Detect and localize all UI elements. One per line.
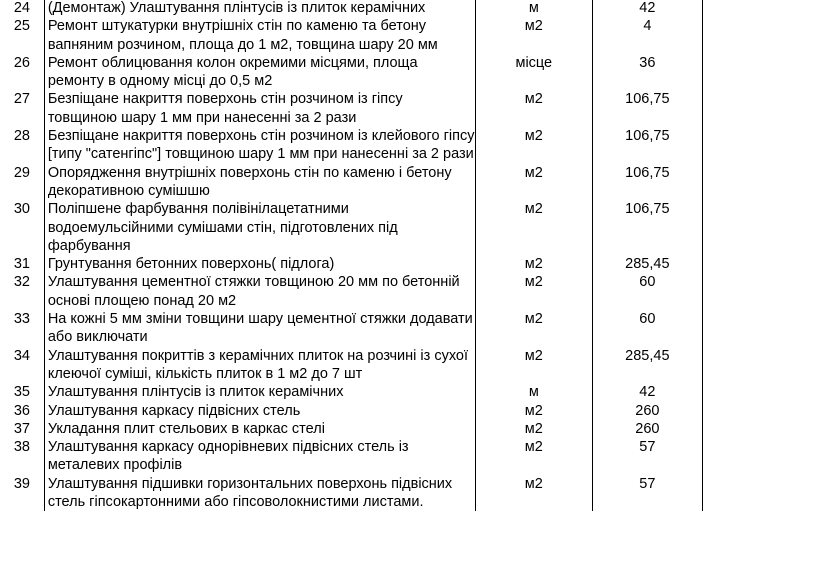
empty-cell — [703, 0, 816, 17]
work-description: Улаштування каркасу однорівневих підвісних стель із металевих профілів — [44, 438, 475, 475]
row-number: 26 — [0, 54, 44, 91]
quantity: 57 — [592, 438, 703, 475]
table-row — [0, 383, 816, 401]
table-row — [0, 475, 816, 512]
unit-of-measure: місце — [476, 54, 593, 91]
empty-cell — [703, 90, 816, 127]
work-description: (Демонтаж) Улаштування плінтусів із плиток керамічних — [44, 0, 475, 17]
work-description: Безпіщане накриття поверхонь стін розчином із гіпсу товщиною шару 1 мм при нанесенні за 2 рази — [44, 90, 475, 127]
empty-cell — [703, 310, 816, 347]
row-number: 24 — [0, 0, 44, 17]
unit-of-measure: м2 — [476, 438, 593, 475]
quantity: 260 — [592, 420, 703, 438]
empty-cell — [703, 383, 816, 401]
quantity: 106,75 — [592, 200, 703, 255]
row-number: 36 — [0, 402, 44, 420]
work-description: Безпіщане накриття поверхонь стін розчином із клейового гіпсу [типу "сатенгіпс"] товщиною шару 1 мм при нанесенні за 2 рази — [44, 127, 475, 164]
table-row — [0, 255, 816, 273]
work-description: Ремонт штукатурки внутрішніх стін по каменю та бетону вапняним розчином, площа до 1 м2, товщина шару 20 мм — [44, 17, 475, 54]
table-row — [0, 90, 816, 127]
unit-of-measure: м2 — [476, 273, 593, 310]
quantity: 106,75 — [592, 90, 703, 127]
empty-cell — [703, 420, 816, 438]
row-number: 31 — [0, 255, 44, 273]
work-description: Ремонт облицювання колон окремими місцями, площа ремонту в одному місці до 0,5 м2 — [44, 54, 475, 91]
unit-of-measure: м2 — [476, 347, 593, 384]
empty-cell — [703, 127, 816, 164]
table-row — [0, 200, 816, 255]
empty-cell — [703, 475, 816, 512]
quantity: 60 — [592, 273, 703, 310]
row-number: 35 — [0, 383, 44, 401]
empty-cell — [703, 273, 816, 310]
quantity: 285,45 — [592, 255, 703, 273]
row-number: 28 — [0, 127, 44, 164]
table-row — [0, 347, 816, 384]
unit-of-measure: м2 — [476, 200, 593, 255]
empty-cell — [703, 54, 816, 91]
table-row — [0, 17, 816, 54]
work-description: Поліпшене фарбування полівінілацетатними водоемульсійними сумішами стін, підготовлених під фарбування — [44, 200, 475, 255]
work-description: Улаштування підшивки горизонтальних поверхонь підвісних стель гіпсокартонними або гіпсоволокнистими листами. — [44, 475, 475, 512]
unit-of-measure: м2 — [476, 310, 593, 347]
table-row — [0, 273, 816, 310]
quantity: 60 — [592, 310, 703, 347]
work-description: Улаштування цементної стяжки товщиною 20 мм по бетонній основі площею понад 20 м2 — [44, 273, 475, 310]
row-number: 37 — [0, 420, 44, 438]
unit-of-measure: м — [476, 383, 593, 401]
unit-of-measure: м — [476, 0, 593, 17]
empty-cell — [703, 164, 816, 201]
quantity: 42 — [592, 0, 703, 17]
table-row — [0, 420, 816, 438]
quantity: 57 — [592, 475, 703, 512]
unit-of-measure: м2 — [476, 402, 593, 420]
quantity: 42 — [592, 383, 703, 401]
unit-of-measure: м2 — [476, 90, 593, 127]
quantity: 106,75 — [592, 127, 703, 164]
table-row — [0, 54, 816, 91]
work-description: Опорядження внутрішніх поверхонь стін по каменю і бетону декоративною сумішшю — [44, 164, 475, 201]
empty-cell — [703, 17, 816, 54]
row-number: 27 — [0, 90, 44, 127]
row-number: 39 — [0, 475, 44, 512]
table-row — [0, 127, 816, 164]
unit-of-measure: м2 — [476, 475, 593, 512]
quantity: 4 — [592, 17, 703, 54]
work-description: Улаштування покриттів з керамічних плиток на розчині із сухої клеючої суміші, кількість плиток в 1 м2 до 7 шт — [44, 347, 475, 384]
work-description: Улаштування каркасу підвісних стель — [44, 402, 475, 420]
empty-cell — [703, 200, 816, 255]
work-description: Грунтування бетонних поверхонь( підлога) — [44, 255, 475, 273]
empty-cell — [703, 347, 816, 384]
empty-cell — [703, 438, 816, 475]
row-number: 25 — [0, 17, 44, 54]
table-row — [0, 0, 816, 17]
unit-of-measure: м2 — [476, 127, 593, 164]
table-row — [0, 164, 816, 201]
row-number: 30 — [0, 200, 44, 255]
row-number: 32 — [0, 273, 44, 310]
empty-cell — [703, 255, 816, 273]
quantity: 106,75 — [592, 164, 703, 201]
unit-of-measure: м2 — [476, 17, 593, 54]
table-row — [0, 438, 816, 475]
empty-cell — [703, 402, 816, 420]
unit-of-measure: м2 — [476, 420, 593, 438]
work-description: Улаштування плінтусів із плиток керамічних — [44, 383, 475, 401]
quantity: 260 — [592, 402, 703, 420]
unit-of-measure: м2 — [476, 255, 593, 273]
row-number: 33 — [0, 310, 44, 347]
work-description: Укладання плит стельових в каркас стелі — [44, 420, 475, 438]
quantity: 36 — [592, 54, 703, 91]
work-description: На кожні 5 мм зміни товщини шару цементної стяжки додавати або виключати — [44, 310, 475, 347]
row-number: 38 — [0, 438, 44, 475]
row-number: 29 — [0, 164, 44, 201]
table-row — [0, 402, 816, 420]
quantity: 285,45 — [592, 347, 703, 384]
row-number: 34 — [0, 347, 44, 384]
table-row — [0, 310, 816, 347]
unit-of-measure: м2 — [476, 164, 593, 201]
